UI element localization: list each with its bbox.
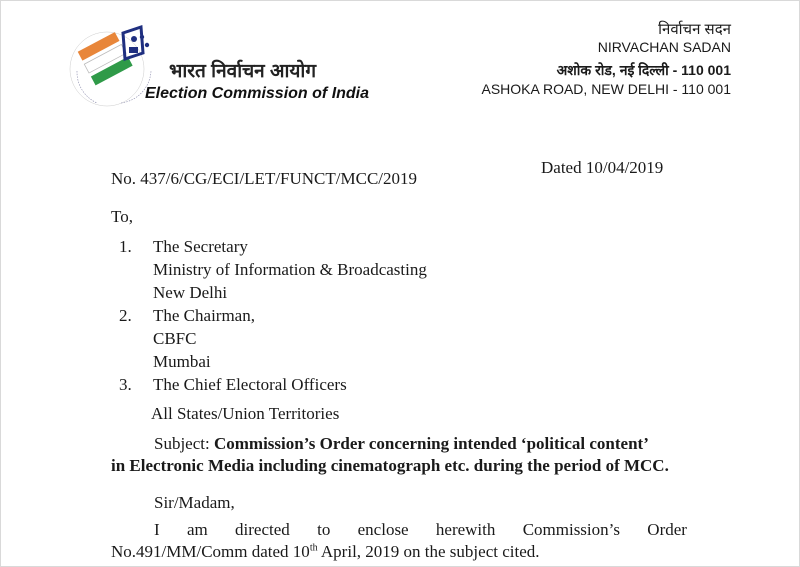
org-name-english: Election Commission of India <box>145 85 370 102</box>
address-english-line-1: NIRVACHAN SADAN <box>597 39 731 55</box>
body-line-1 <box>154 520 687 540</box>
recipient-line: The Chairman, <box>153 306 255 325</box>
recipient-item <box>117 304 427 373</box>
body-line-2-a: No.491/MM/Comm dated 10 <box>111 542 310 561</box>
recipient-number: 2. <box>119 306 132 325</box>
body-word: Commission’s <box>522 520 620 539</box>
body-word: I <box>154 520 160 539</box>
recipient-line: New Delhi <box>153 283 228 302</box>
recipient-line: Mumbai <box>153 352 211 371</box>
letter-date: Dated 10/04/2019 <box>541 158 664 177</box>
body-line-2 <box>111 542 540 562</box>
subject-line-1 <box>154 434 649 454</box>
reference-number: No. 437/6/CG/ECI/LET/FUNCT/MCC/2019 <box>111 169 418 188</box>
salutation: Sir/Madam, <box>154 493 235 512</box>
body-word: herewith <box>435 520 496 539</box>
ordinal-suffix: th <box>309 542 318 554</box>
body-word: to <box>317 520 331 539</box>
body-word: am <box>186 520 208 539</box>
subject-line-2: in Electronic Media including cinematograph etc. during the period of MCC. <box>111 456 669 475</box>
recipient-line: Ministry of Information & Broadcasting <box>153 260 427 279</box>
recipient-number: 1. <box>119 237 132 256</box>
body-word: Order <box>647 520 687 539</box>
recipient-line: CBFC <box>153 329 197 348</box>
body-word: directed <box>235 520 290 539</box>
address-english-line-2: ASHOKA ROAD, NEW DELHI - 110 001 <box>481 81 731 97</box>
recipient-line: The Chief Electoral Officers <box>153 375 347 394</box>
subject-label: Subject: <box>154 434 214 453</box>
recipient-item <box>117 235 427 304</box>
body-line-2-b: April, 2019 on the subject cited. <box>317 542 540 561</box>
address-hindi-line-2: अशोक रोड, नई दिल्ली - 110 001 <box>556 62 731 78</box>
subject-text-1: Commission’s Order concerning intended ‘political content’ <box>213 434 649 453</box>
recipient-line: The Secretary <box>153 237 248 256</box>
all-states-line: All States/Union Territories <box>151 404 340 423</box>
recipient-list <box>117 235 427 396</box>
recipient-number: 3. <box>119 375 132 394</box>
address-hindi-line-1: निर्वाचन सदन <box>658 21 731 38</box>
recipient-item <box>117 373 427 396</box>
org-name-hindi: भारत निर्वाचन आयोग <box>169 61 317 82</box>
to-line: To, <box>111 207 133 226</box>
body-word: enclose <box>357 520 409 539</box>
